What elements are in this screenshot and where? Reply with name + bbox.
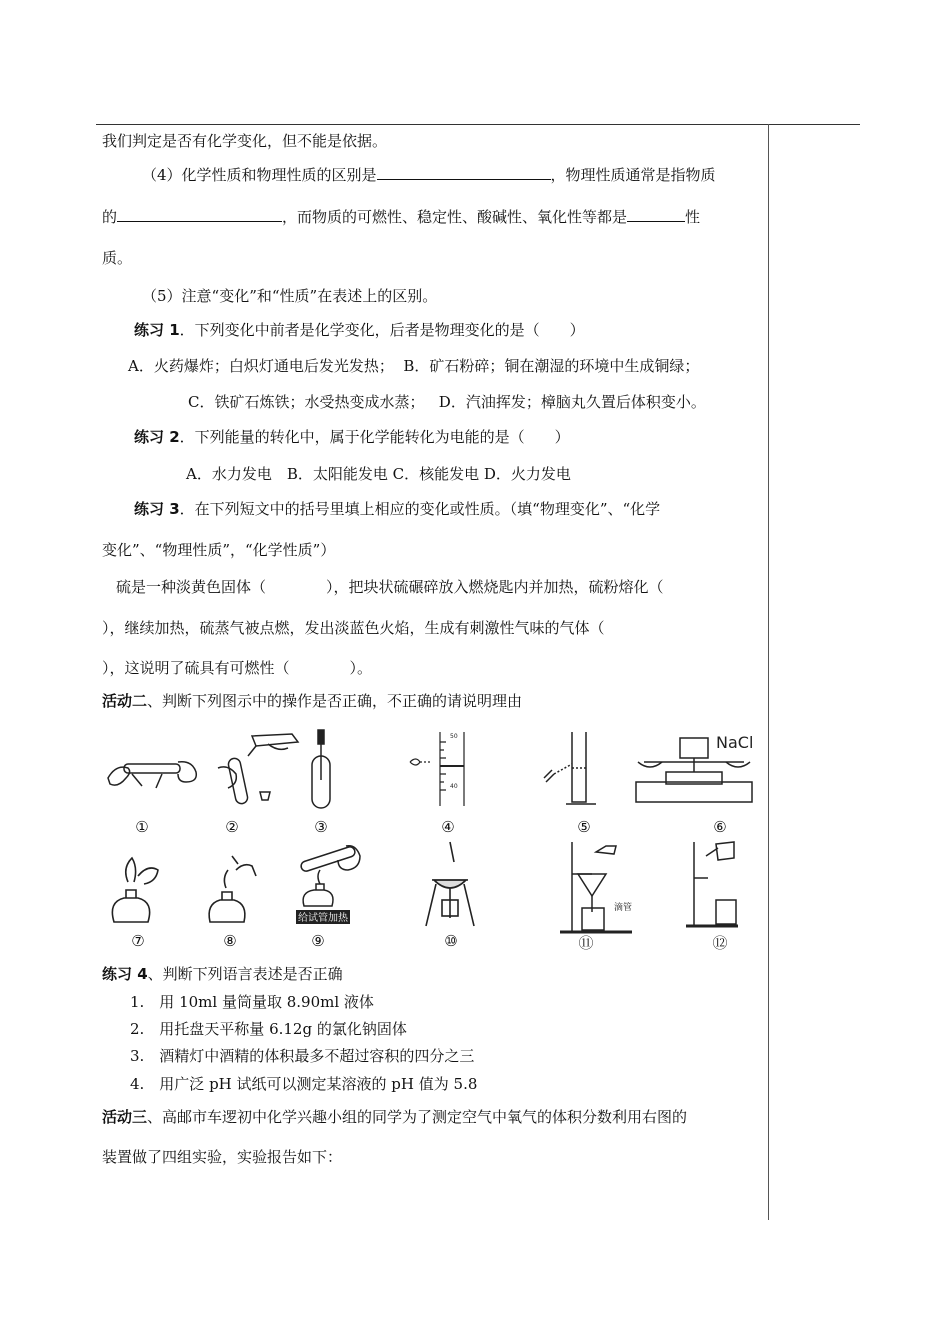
exercise-4-item: 4. 用广泛 pH 试纸可以测定某溶液的 pH 值为 5.8 — [130, 1075, 478, 1093]
figure-label-5: ⑤ — [577, 818, 591, 836]
figure-label-2: ② — [225, 818, 239, 836]
figure-1-test-tube-shaking — [102, 748, 202, 798]
figure-9-heating-test-tube — [290, 840, 366, 930]
exercise-1-stem: 练习 1．下列变化中前者是化学变化，后者是物理变化的是（ ） — [134, 321, 585, 339]
activity-3-line-2: 装置做了四组实验，实验报告如下： — [102, 1148, 343, 1166]
exercise-1-options-cd: C．铁矿石炼铁；水受热变成水蒸； D．汽油挥发；樟脑丸久置后体积变小。 — [188, 393, 706, 411]
figure-2-pouring-liquid — [212, 728, 302, 808]
figure-8-blowing-lamp — [202, 852, 262, 928]
exercise-3-label: 练习 3 — [134, 500, 180, 518]
figure-label-9: ⑨ — [311, 932, 325, 950]
exercise-3-stem-2: 变化”、“物理性质”，“化学性质”） — [102, 541, 336, 559]
figure-10-evaporating-dish — [420, 840, 480, 930]
blank-1[interactable] — [377, 165, 551, 180]
exercise-1-label: 练习 1 — [134, 321, 180, 339]
figure-4-cylinder-reading — [406, 728, 476, 808]
figure-2-small-cap — [258, 790, 272, 802]
activity-3: 活动三、高邮市车逻初中化学兴趣小组的同学为了测定空气中氧气的体积分数利用右图的 — [102, 1108, 688, 1126]
para-4-line3: 质。 — [102, 249, 133, 267]
figure-label-6: ⑥ — [713, 818, 727, 836]
figure-3-dropper — [302, 728, 342, 810]
activity-2: 活动二、判断下列图示中的操作是否正确，不正确的请说明理由 — [102, 692, 523, 710]
exercise-4-item: 2. 用托盘天平称量 6.12g 的氯化钠固体 — [130, 1020, 407, 1038]
exercise-3-sentence-1: 硫是一种淡黄色固体（ ），把块状硫碾碎放入燃烧匙内并加热，硫粉熔化（ — [116, 578, 664, 596]
exercise-2-label: 练习 2 — [134, 428, 180, 446]
exercise-4: 练习 4、判断下列语言表述是否正确 — [102, 965, 343, 983]
para-4-line1: （4）化学性质和物理性质的区别是 ，物理性质通常是指物质 — [142, 166, 716, 184]
top-rule — [96, 124, 860, 125]
exercise-4-label: 练习 4 — [102, 965, 148, 983]
right-rule — [768, 124, 769, 1220]
figure-6-balance — [630, 726, 760, 810]
figure-label-10: ⑩ — [444, 932, 458, 950]
figure-5-cylinder-eye — [540, 728, 610, 808]
exercise-4-item: 3. 酒精灯中酒精的体积最多不超过容积的四分之三 — [130, 1047, 475, 1065]
heat-caption: 给试管加热 — [298, 913, 348, 924]
exercise-3-sentence-3: ），这说明了硫具有可燃性（ ）。 — [102, 659, 373, 677]
figure-7-alcohol-lamp-lighting — [104, 852, 164, 928]
exercise-3-sentence-2: ），继续加热，硫蒸气被点燃，发出淡蓝色火焰，生成有刺激性气味的气体（ — [102, 619, 605, 637]
para-4-line2: 的 ，而物质的可燃性、稳定性、酸碱性、氧化性等都是 性 — [102, 208, 701, 226]
activity-3-label: 活动三 — [102, 1108, 148, 1126]
exercise-4-item: 1. 用 10ml 量筒量取 8.90ml 液体 — [130, 993, 374, 1011]
para-5: （5）注意“变化”和“性质”在表述上的区别。 — [142, 287, 438, 305]
exercise-2-options: A．水力发电 B．太阳能发电 C．核能发电 D．火力发电 — [186, 465, 571, 483]
exercise-2-stem: 练习 2．下列能量的转化中，属于化学能转化为电能的是（ ） — [134, 428, 570, 446]
exercise-3-stem: 练习 3．在下列短文中的括号里填上相应的变化或性质。（填“物理变化”、“化学 — [134, 500, 661, 518]
exercise-1-options-ab: A．火药爆炸；白炽灯通电后发光发热； B．矿石粉碎；铜在潮湿的环境中生成铜绿； — [128, 357, 700, 375]
figure-label-3: ③ — [314, 818, 328, 836]
figure-label-7: ⑦ — [131, 932, 145, 950]
figure-12-pouring-into-beaker — [686, 838, 746, 930]
figure-label-12: ⑫ — [712, 934, 728, 952]
figure-label-1: ① — [135, 818, 149, 836]
figure-11-filtration — [556, 838, 636, 938]
line-criteria: 我们判定是否有化学变化，但不能是依据。 — [102, 132, 388, 150]
activity-2-label: 活动二 — [102, 692, 148, 710]
figure-label-11: ⑪ — [578, 934, 594, 952]
svg-text:40: 40 — [450, 783, 458, 790]
blank-2[interactable] — [117, 207, 282, 222]
figure-label-4: ④ — [441, 818, 455, 836]
figure-label-8: ⑧ — [223, 932, 237, 950]
nacl-label: NaCl — [716, 733, 754, 752]
blank-3[interactable] — [627, 207, 685, 222]
dropper-caption: 滴管 — [614, 903, 633, 913]
svg-text:50: 50 — [450, 733, 458, 740]
